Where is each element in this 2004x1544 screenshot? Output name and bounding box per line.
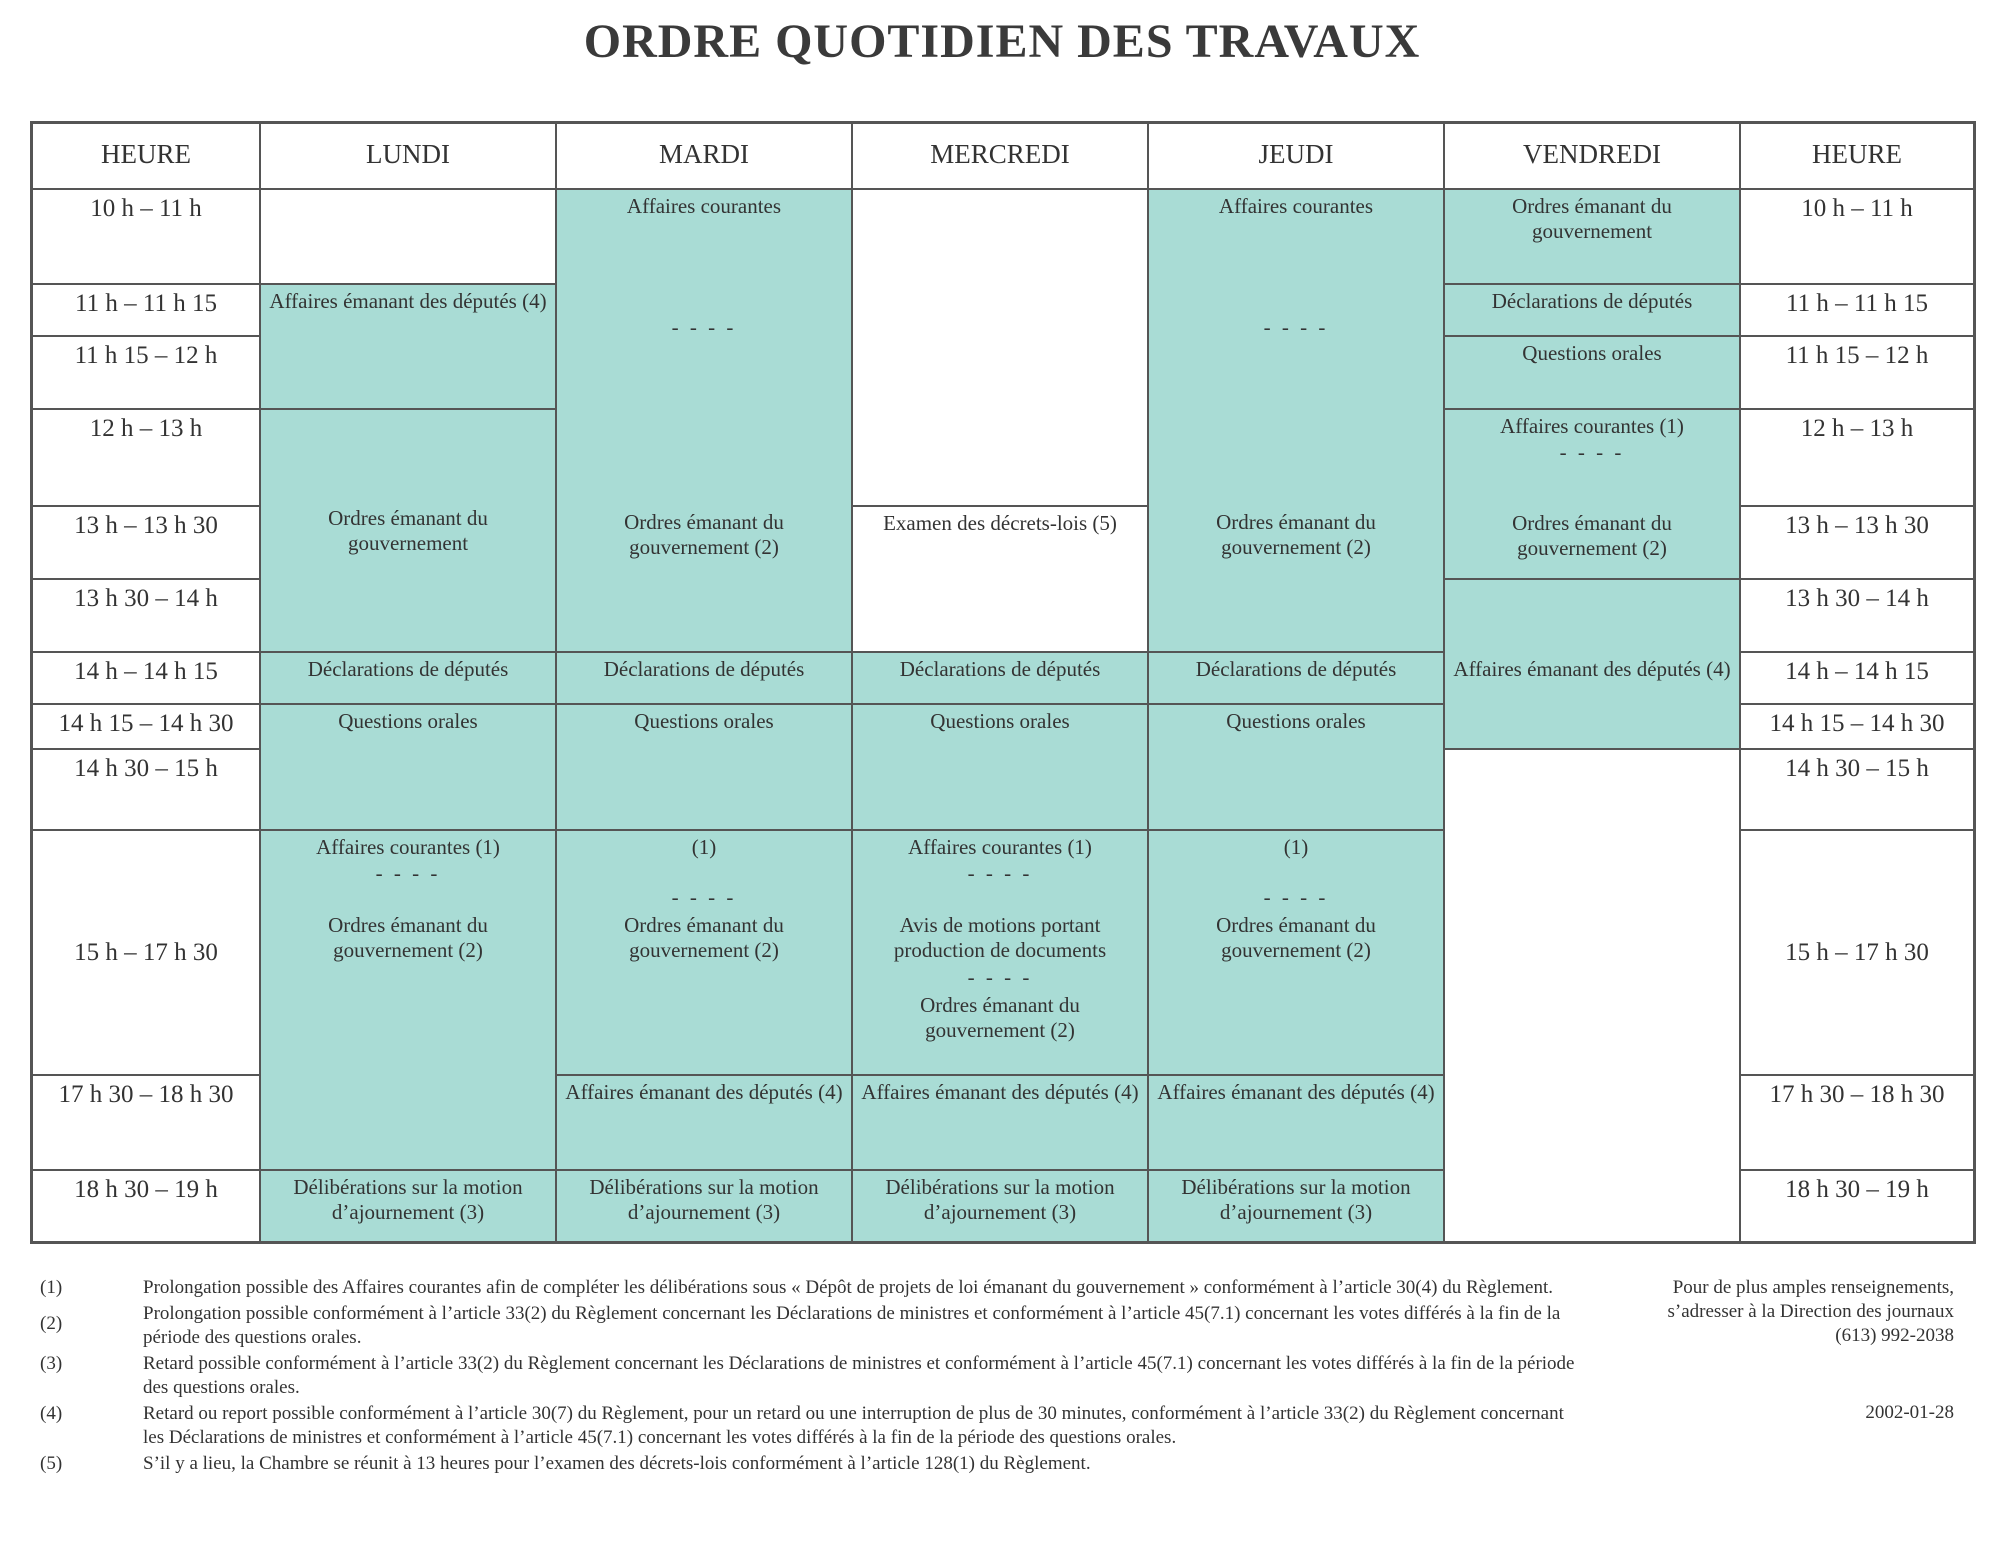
header-friday: VENDREDI bbox=[1445, 124, 1741, 190]
thursday-private-members: Affaires émanant des députés (4) bbox=[1149, 1076, 1445, 1171]
footnote-number: (2) bbox=[40, 1313, 63, 1334]
contact-line: s’adresser à la Direction des journaux bbox=[1667, 1301, 1954, 1322]
time-cell: 14 h – 14 h 15 bbox=[1741, 653, 1973, 705]
empty-slot bbox=[261, 190, 557, 285]
footnote-number: (1) bbox=[40, 1277, 63, 1298]
time-cell: 12 h – 13 h bbox=[1741, 410, 1973, 507]
separator: - - - - bbox=[1559, 440, 1625, 464]
time-cell: 18 h 30 – 19 h bbox=[1785, 1176, 1929, 1203]
tuesday-note1: (1) bbox=[691, 835, 717, 859]
wednesday-adjournment: Délibérations sur la motion d’ajournement (3) bbox=[853, 1171, 1149, 1241]
thursday-afternoon-block bbox=[1149, 831, 1445, 1076]
monday-gov2: Ordres émanant du gouvernement (2) bbox=[328, 913, 488, 962]
wednesday-motions: Avis de motions portant production de documents bbox=[893, 913, 1107, 962]
time-cell: 14 h 30 – 15 h bbox=[33, 750, 261, 831]
thursday-note1: (1) bbox=[1283, 835, 1309, 859]
wednesday-afternoon-block bbox=[853, 831, 1149, 1076]
thursday-statements: Déclarations de députés bbox=[1149, 653, 1445, 705]
tuesday-morning-block bbox=[557, 190, 853, 653]
thursday-oral-questions: Questions orales bbox=[1149, 705, 1445, 831]
time-cell: 10 h – 11 h bbox=[33, 190, 261, 285]
time-cell: 14 h 30 – 15 h bbox=[1741, 750, 1973, 831]
footnote bbox=[40, 1352, 1580, 1400]
footnote-number: (3) bbox=[40, 1353, 63, 1374]
friday-routine: Affaires courantes (1) bbox=[1500, 414, 1684, 438]
time-cell: 15 h – 17 h 30 bbox=[33, 831, 261, 1076]
thursday-gov2: Ordres émanant du gouvernement (2) bbox=[1216, 913, 1376, 962]
separator: - - - - bbox=[375, 861, 441, 885]
separator: - - - - bbox=[967, 861, 1033, 885]
time-cell: 13 h – 13 h 30 bbox=[1741, 507, 1973, 580]
thursday-routine: Affaires courantes bbox=[1218, 194, 1374, 218]
tuesday-routine: Affaires courantes bbox=[626, 194, 782, 218]
contact-phone: (613) 992-2038 bbox=[1835, 1325, 1954, 1346]
time-cell: 18 h 30 – 19 h bbox=[33, 1171, 261, 1241]
header-hour-left: HEURE bbox=[33, 124, 261, 190]
time-cell: 11 h 15 – 12 h bbox=[1741, 337, 1973, 410]
document-date: 2002-01-28 bbox=[1865, 1402, 1954, 1423]
footnote-text: S’il y a lieu, la Chambre se réunit à 13 heures pour l’examen des décrets-lois conformément à l’article 128(1) du Règlement. bbox=[143, 1453, 1091, 1474]
footnote-number: (4) bbox=[40, 1403, 63, 1424]
thursday-gov: Ordres émanant du gouvernement (2) bbox=[1216, 510, 1376, 559]
time-cell: 13 h 30 – 14 h bbox=[1741, 580, 1973, 653]
time-cell: 13 h 30 – 14 h bbox=[33, 580, 261, 653]
separator: - - - - bbox=[671, 885, 737, 909]
time-cell: 17 h 30 – 18 h 30 bbox=[1741, 1076, 1973, 1171]
footnote bbox=[40, 1402, 1580, 1450]
header-monday: LUNDI bbox=[261, 124, 557, 190]
contact-line: Pour de plus amples renseignements, bbox=[1672, 1277, 1954, 1298]
footnote-text: Retard ou report possible conformément à l’article 30(7) du Règlement, pour un retard ou une interruption de plus de 30 minutes, conformément à l’article 33(2) du Règlement concernant les Déclarations de ministres et conformément à l’article 45(7.1) concernant les votes différés à la fin de la période des questions orales. bbox=[143, 1403, 1564, 1448]
wednesday-oral-questions: Questions orales bbox=[853, 705, 1149, 831]
thursday-morning-block bbox=[1149, 190, 1445, 653]
time-cell: 17 h 30 – 18 h 30 bbox=[33, 1076, 261, 1171]
wednesday-decrees: Examen des décrets-lois (5) bbox=[853, 507, 1149, 653]
time-cell: 10 h – 11 h bbox=[1741, 190, 1973, 285]
tuesday-adjournment: Délibérations sur la motion d’ajournement (3) bbox=[557, 1171, 853, 1241]
footnotes bbox=[40, 1276, 1580, 1478]
footnote bbox=[40, 1276, 1580, 1300]
time-cell: 14 h 15 – 14 h 30 bbox=[33, 705, 261, 750]
time-cell: 11 h 15 – 12 h bbox=[33, 337, 261, 410]
time-cell: 14 h – 14 h 15 bbox=[33, 653, 261, 705]
time-cell: 13 h – 13 h 30 bbox=[33, 507, 261, 580]
tuesday-gov2: Ordres émanant du gouvernement (2) bbox=[624, 913, 784, 962]
time-cell: 12 h – 13 h bbox=[33, 410, 261, 507]
time-cell: 11 h – 11 h 15 bbox=[1741, 285, 1973, 337]
page-title: ORDRE QUOTIDIEN DES TRAVAUX bbox=[583, 15, 1421, 68]
wednesday-statements: Déclarations de députés bbox=[853, 653, 1149, 705]
separator: - - - - bbox=[1263, 885, 1329, 909]
tuesday-private-members: Affaires émanant des députés (4) bbox=[557, 1076, 853, 1171]
contact-info bbox=[1668, 1276, 1954, 1348]
header-thursday: JEUDI bbox=[1149, 124, 1445, 190]
empty-slot bbox=[1445, 750, 1741, 1241]
time-cell: 15 h – 17 h 30 bbox=[1741, 831, 1973, 1076]
separator: - - - - bbox=[671, 315, 737, 339]
separator: - - - - bbox=[967, 965, 1033, 989]
tuesday-afternoon-block bbox=[557, 831, 853, 1076]
monday-adjournment: Délibérations sur la motion d’ajournement (3) bbox=[261, 1171, 557, 1241]
empty-slot bbox=[853, 190, 1149, 507]
monday-government-orders bbox=[261, 410, 557, 653]
header-tuesday: MARDI bbox=[557, 124, 853, 190]
friday-midday-block bbox=[1445, 410, 1741, 580]
friday-private-members: Affaires émanant des députés (4) bbox=[1445, 580, 1741, 750]
friday-gov2: Ordres émanant du gouvernement (2) bbox=[1512, 511, 1672, 560]
tuesday-gov: Ordres émanant du gouvernement (2) bbox=[624, 510, 784, 559]
friday-government-orders: Ordres émanant du gouvernement bbox=[1445, 190, 1741, 285]
wednesday-routine: Affaires courantes (1) bbox=[908, 835, 1092, 859]
tuesday-statements: Déclarations de députés bbox=[557, 653, 853, 705]
monday-routine: Affaires courantes (1) bbox=[316, 835, 500, 859]
footnote-text: Retard possible conformément à l’article 33(2) du Règlement concernant les Déclarations de ministres et conformément à l’article 45(7.1) concernant les votes différés à la fin de la période des questions orales. bbox=[143, 1353, 1575, 1398]
footnote-text: Prolongation possible des Affaires courantes afin de compléter les délibérations sous « Dépôt de projets de loi émanant du gouvernement » conformément à l’article 30(4) du Règlement. bbox=[143, 1277, 1553, 1298]
wednesday-private-members: Affaires émanant des députés (4) bbox=[853, 1076, 1149, 1171]
friday-statements: Déclarations de députés bbox=[1445, 285, 1741, 337]
header-hour-right: HEURE bbox=[1741, 124, 1973, 190]
footnote-text: Prolongation possible conformément à l’article 33(2) du Règlement concernant les Déclarations de ministres et conformément à l’article 45(7.1) concernant les votes différés à la fin de la période des questions orales. bbox=[143, 1303, 1561, 1348]
monday-private-members: Affaires émanant des députés (4) bbox=[261, 285, 557, 410]
wednesday-gov2: Ordres émanant du gouvernement (2) bbox=[920, 993, 1080, 1042]
friday-oral-questions: Questions orales bbox=[1445, 337, 1741, 410]
monday-afternoon-block bbox=[261, 831, 557, 1171]
schedule-table bbox=[30, 121, 1976, 1244]
thursday-adjournment: Délibérations sur la motion d’ajournement (3) bbox=[1149, 1171, 1445, 1241]
footnote bbox=[40, 1452, 1580, 1476]
monday-statements: Déclarations de députés bbox=[261, 653, 557, 705]
footnote-number: (5) bbox=[40, 1453, 63, 1474]
time-cell: 14 h 15 – 14 h 30 bbox=[1741, 705, 1973, 750]
header-wednesday: MERCREDI bbox=[853, 124, 1149, 190]
separator: - - - - bbox=[1263, 315, 1329, 339]
monday-oral-questions: Questions orales bbox=[261, 705, 557, 831]
footnote bbox=[40, 1302, 1580, 1350]
monday-gov-label: Ordres émanant du gouvernement bbox=[328, 505, 488, 555]
tuesday-oral-questions: Questions orales bbox=[557, 705, 853, 831]
time-cell: 11 h – 11 h 15 bbox=[33, 285, 261, 337]
